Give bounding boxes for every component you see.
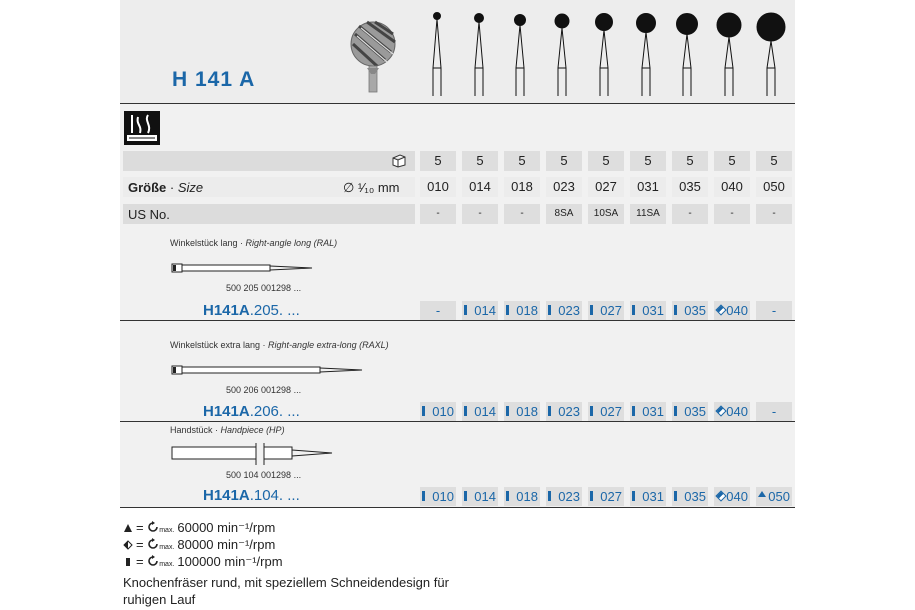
variant-size-text: 014 [474,303,496,318]
product-variant-cell[interactable] [588,487,624,506]
product-variant-cell[interactable] [756,301,792,320]
product-variant-cell[interactable] [756,402,792,421]
section-title-en: Handpiece (HP) [220,425,285,435]
legend-speed-text: 100000 min⁻¹/rpm [177,554,283,569]
product-variant-cell[interactable] [462,487,498,506]
variant-size-text: 018 [516,303,538,318]
product-code-base: H141A [203,403,250,420]
pack-row-label [123,151,415,171]
bar-marker-icon [506,491,509,501]
description-line-2: ruhigen Lauf [123,592,196,607]
product-variant-cell[interactable] [588,402,624,421]
size-cell: 035 [672,177,708,197]
product-variant-cell[interactable] [420,301,456,320]
bar-marker-icon [464,491,467,501]
pack-quantity-cell: 5 [672,151,708,171]
product-variant-cell[interactable] [630,301,666,320]
bar-marker-icon [506,305,509,315]
pack-quantity-cell: 5 [462,151,498,171]
bar-marker-icon [422,491,425,501]
variant-size-text: 031 [642,404,664,419]
bar-marker-icon [590,305,593,315]
section-title: Handstück · Handpiece (HP) [170,425,285,435]
us-number-cell: - [504,204,540,224]
us-label: US No. [128,207,170,222]
package-icon [391,153,407,168]
product-variant-cell[interactable] [714,402,750,421]
product-variant-cell[interactable] [588,301,624,320]
product-variant-cell[interactable] [420,402,456,421]
pack-quantity-cell: 5 [588,151,624,171]
us-number-cell: - [672,204,708,224]
variant-size-text: - [771,303,777,318]
product-variant-cell[interactable] [756,487,792,506]
variant-size-text: 040 [726,404,748,419]
reference-number: 500 205 001298 ... [226,283,302,293]
us-number-cell: 10SA [588,204,624,224]
product-code-base: H141A [203,302,250,319]
triangle-marker-icon [758,491,766,497]
pack-quantity-cell: 5 [504,151,540,171]
diamond-marker-icon [715,405,726,416]
product-code-suffix: .206. ... [249,403,300,420]
pack-quantity-cell: 5 [420,151,456,171]
product-variant-cell[interactable] [630,402,666,421]
size-cell: 050 [756,177,792,197]
variant-size-text: 031 [642,303,664,318]
rotation-icon [147,554,159,569]
variant-size-text: 035 [684,489,706,504]
section-title-en: Right-angle extra-long (RAXL) [268,340,389,350]
product-variant-cell[interactable] [420,487,456,506]
product-variant-cell[interactable] [546,402,582,421]
variant-size-text: 035 [684,404,706,419]
footer-rule [120,507,795,508]
size-silhouettes [420,8,792,98]
bone-category-logo [124,111,160,145]
section-title-de: Handstück [170,425,213,435]
rotation-icon [147,520,159,535]
variant-size-text: 023 [558,303,580,318]
section-title-de: Winkelstück extra lang [170,340,261,350]
legend-item: = max. 60000 min⁻¹/rpm [123,520,275,536]
pack-quantity-cell: 5 [546,151,582,171]
us-number-cell: - [462,204,498,224]
us-number-cell: 8SA [546,204,582,224]
us-number-cell: - [756,204,792,224]
product-variant-cell[interactable] [630,487,666,506]
size-unit-label: ∅ ¹⁄₁₀ mm [343,180,400,195]
bar-marker-icon [590,491,593,501]
diamond-marker-icon [715,304,726,315]
variant-size-text: 050 [768,489,790,504]
description-line-1: Knochenfräser rund, mit speziellem Schneidendesign für [123,575,449,590]
product-variant-cell[interactable] [462,301,498,320]
product-code-base: H141A [203,487,250,504]
size-cell: 014 [462,177,498,197]
variant-size-text: 040 [726,489,748,504]
product-code [203,403,300,420]
bar-marker-icon [632,491,635,501]
variant-size-text: 018 [516,404,538,419]
section-title-en: Right-angle long (RAL) [245,238,338,248]
size-cell: 031 [630,177,666,197]
variant-size-text: 027 [600,303,622,318]
variant-size-text: 014 [474,489,496,504]
variant-size-text: 014 [474,404,496,419]
product-code [203,487,300,504]
product-variant-cell[interactable] [504,487,540,506]
product-variant-cell[interactable] [714,301,750,320]
pack-quantity-cell: 5 [756,151,792,171]
product-description [123,574,449,608]
max-subscript: max. [159,561,175,568]
diamond-marker-icon [123,538,133,548]
right-angle-extra-long-instrument-icon [170,362,366,378]
product-code [203,302,300,319]
bar-marker-icon [674,305,677,315]
size-cell: 018 [504,177,540,197]
bar-marker-icon [506,406,509,416]
product-variant-cell[interactable] [672,487,708,506]
header-rule [120,103,795,104]
variant-size-text: 031 [642,489,664,504]
variant-size-text: 027 [600,404,622,419]
variant-size-text: 018 [516,489,538,504]
variant-size-text: 040 [726,303,748,318]
reference-number: 500 206 001298 ... [226,385,302,395]
bar-marker-icon [464,406,467,416]
bar-marker-icon [464,305,467,315]
legend-item: = max. 80000 min⁻¹/rpm [123,537,275,553]
triangle-marker-icon [123,521,133,531]
right-angle-long-instrument-icon [170,260,316,276]
size-cell: 023 [546,177,582,197]
us-number-cell: - [420,204,456,224]
legend-speed-text: 60000 min⁻¹/rpm [177,520,276,535]
product-variant-cell[interactable] [672,402,708,421]
section-title: Winkelstück extra lang · Right-angle extra-long (RAXL) [170,340,389,350]
product-code-suffix: .104. ... [249,487,300,504]
product-variant-cell[interactable] [462,402,498,421]
bar-marker-icon [674,491,677,501]
max-subscript: max. [159,527,175,534]
reference-number: 500 104 001298 ... [226,470,302,480]
product-variant-cell[interactable] [504,402,540,421]
bar-marker-icon [123,555,133,565]
variant-size-text: - [771,404,777,419]
pack-quantity-cell: 5 [630,151,666,171]
product-code-suffix: .205. ... [249,302,300,319]
bar-marker-icon [548,491,551,501]
us-number-cell: 11SA [630,204,666,224]
bar-marker-icon [632,305,635,315]
variant-size-text: 010 [432,489,454,504]
size-cell: 040 [714,177,750,197]
diamond-marker-icon [715,490,726,501]
section-title: Winkelstück lang · Right-angle long (RAL) [170,238,338,248]
section-rule [120,320,795,321]
variant-size-text: 023 [558,404,580,419]
product-title: H 141 A [172,68,256,91]
product-variant-cell[interactable] [546,487,582,506]
pack-quantity-cell: 5 [714,151,750,171]
product-variant-cell[interactable] [504,301,540,320]
rotation-icon [147,537,159,552]
bar-marker-icon [548,305,551,315]
section-title-de: Winkelstück lang [170,238,238,248]
product-variant-cell[interactable] [546,301,582,320]
legend-item: = max. 100000 min⁻¹/rpm [123,554,283,570]
legend-speed-text: 80000 min⁻¹/rpm [177,537,276,552]
product-variant-cell[interactable] [714,487,750,506]
us-number-cell: - [714,204,750,224]
bar-marker-icon [422,406,425,416]
burr-product-icon [345,12,405,94]
max-subscript: max. [159,544,175,551]
variant-size-text: 035 [684,303,706,318]
product-variant-cell[interactable] [672,301,708,320]
size-label: Größe · Size [128,180,204,195]
size-cell: 027 [588,177,624,197]
bar-marker-icon [674,406,677,416]
handpiece-instrument-icon [170,443,336,465]
bar-marker-icon [548,406,551,416]
variant-size-text: 010 [432,404,454,419]
variant-size-text: 027 [600,489,622,504]
bar-marker-icon [590,406,593,416]
bar-marker-icon [632,406,635,416]
section-rule [120,421,795,422]
size-cell: 010 [420,177,456,197]
variant-size-text: 023 [558,489,580,504]
variant-size-text: - [435,303,441,318]
